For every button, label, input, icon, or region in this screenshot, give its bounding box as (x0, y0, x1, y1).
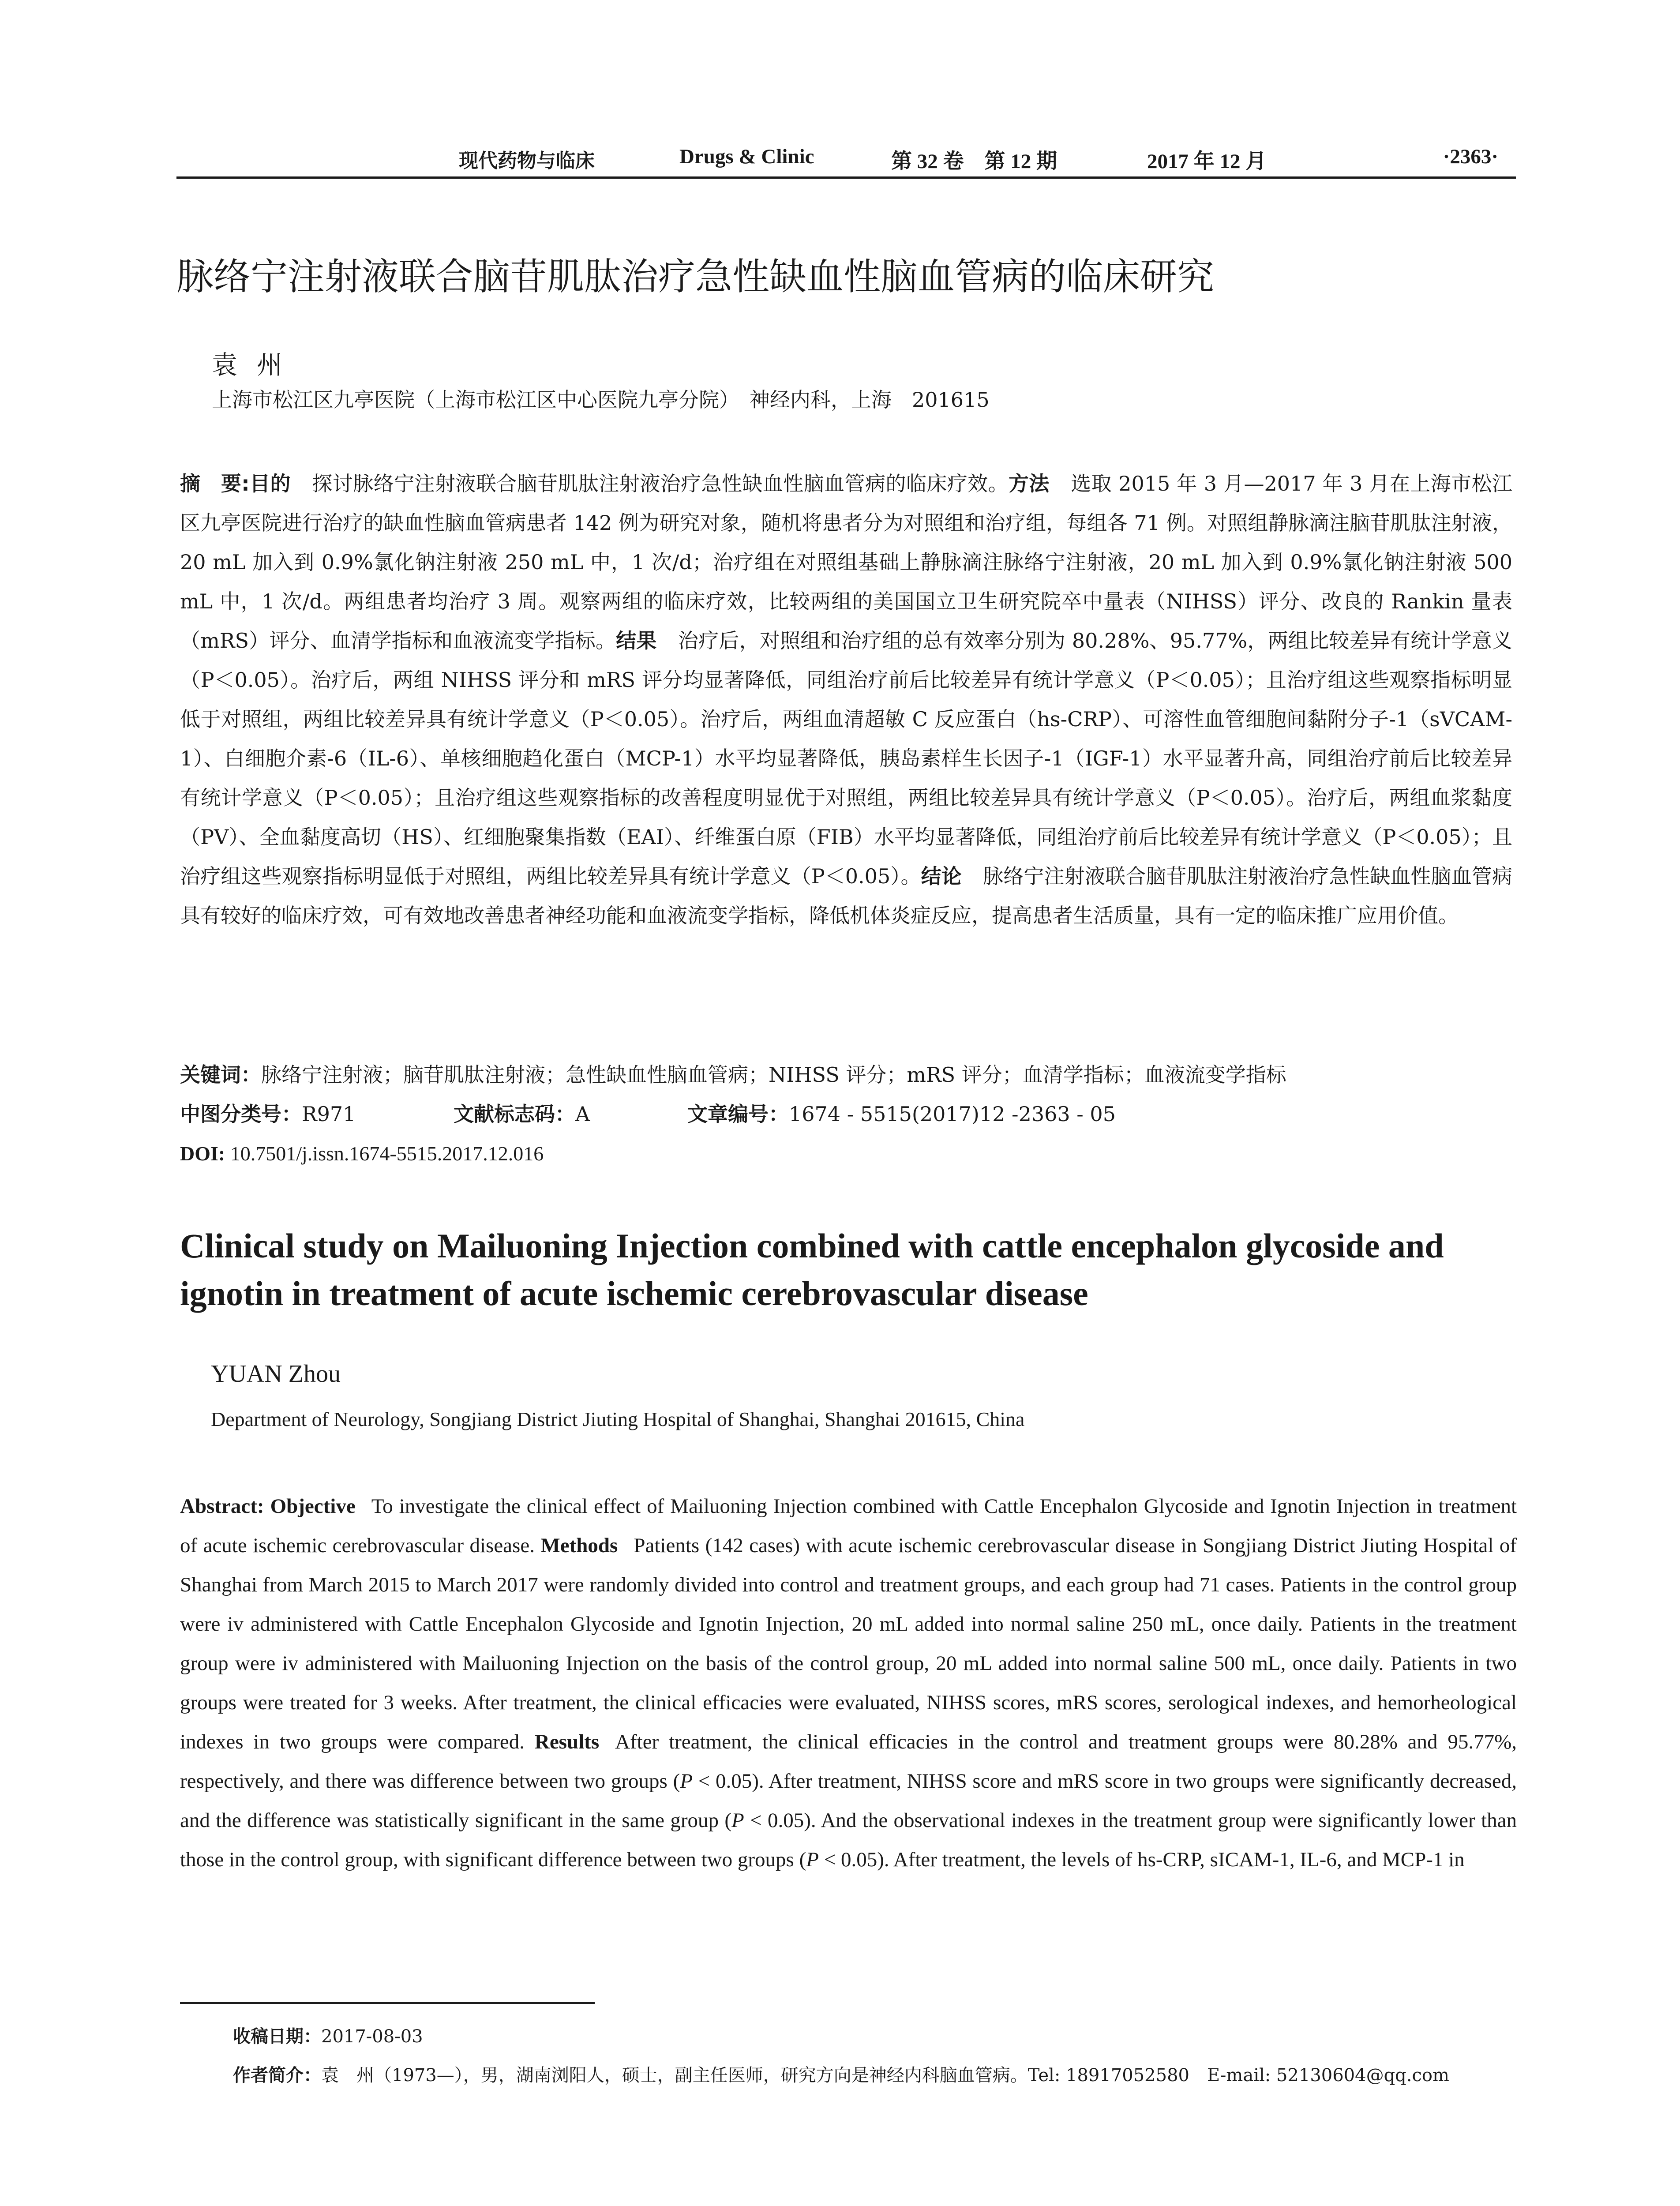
keywords-cn (180, 1055, 1512, 1095)
results-text-cn: 治疗后，对照组和治疗组的总有效率分别为 80.28%、95.77%，两组比较差异有统计学意义（P＜0.05）。治疗后，两组 NIHSS 评分和 mRS 评分均显著降低，同组治疗前后比较差异有统计学意义（P＜0.05）；且治疗组这些观察指标明显低于对照组，两组比较差异具有统计学意义（P＜0.05）。治疗后，两组血清超敏 C 反应蛋白（hs-CRP）、可溶性血管细胞间黏附分子-1（sVCAM-1）、白细胞介素-6（IL-6）、单核细胞趋化蛋白（MCP-1）水平均显著降低，胰岛素样生长因子-1（IGF-1）水平显著升高，同组治疗前后比较差异有统计学意义（P＜0.05）；且治疗组这些观察指标的改善程度明显优于对照组，两组比较差异具有统计学意义（P＜0.05）。治疗后，两组血浆黏度（PV）、全血黏度高切（HS）、红细胞聚集指数（EAI）、纤维蛋白原（FIB）水平均显著降低，同组治疗前后比较差异有统计学意义（P＜0.05）；且治疗组这些观察指标明显低于对照组，两组比较差异具有统计学意义（P＜0.05）。 (180, 629, 1513, 888)
doc-code-label: 文献标志码： (454, 1102, 575, 1126)
methods-text-en: Patients (142 cases) with acute ischemic cerebrovascular disease in Songjiang District Jiuting Hospital of Shanghai from March 2015 to March 2017 were randomly divided into control and treatment groups, and each group had 71 cases. Patients in the control group were iv administered with Cattle Encephalon Glycoside and Ignotin Injection, 20 mL added into normal saline 250 mL, once daily. Patients in the treatment group were iv administered with Mailuoning Injection on the basis of the control group, 20 mL added into normal saline 500 mL, once daily. Patients in two groups were treated for 3 weeks. After treatment, the clinical efficacies were evaluated, NIHSS scores, mRS scores, serological indexes, and hemorheological indexes in two groups were compared. (180, 1534, 1517, 1753)
bio-label: 作者简介： (233, 2065, 321, 2086)
doi-value: 10.7501/j.issn.1674-5515.2017.12.016 (230, 1142, 544, 1165)
page-number: ·2363· (1443, 145, 1498, 168)
methods-label-en: Methods (540, 1534, 618, 1557)
running-header (176, 141, 1516, 179)
article-id-field (687, 1095, 1116, 1134)
results-text-en: After treatment, the clinical efficacies in the control and treatment groups were 80.28% and 95.77%, respectively, and there was difference between two groups (P < 0.05). After treatment, NIHSS score and mRS score in two groups were significantly decreased, and the difference was statistically significant in the same group (P < 0.05). And the observational indexes in the treatment group were significantly lower than those in the control group, with significant difference between two groups (P < 0.05). After treatment, the levels of hs-CRP, sICAM-1, IL-6, and MCP-1 in (180, 1730, 1517, 1871)
received-date (233, 2017, 1521, 2056)
clc-label: 中图分类号： (180, 1102, 302, 1126)
keywords-label-cn: 关键词： (180, 1063, 261, 1087)
classification-line (180, 1095, 1116, 1134)
journal-name-cn: 现代药物与临床 (459, 150, 595, 172)
results-label-en: Results (534, 1730, 600, 1753)
conclusion-text-cn: 脉络宁注射液联合脑苷肌肽注射液治疗急性缺血性脑血管病具有较好的临床疗效，可有效地改善患者神经功能和血液流变学指标，降低机体炎症反应，提高患者生活质量，具有一定的临床推广应用价值。 (180, 864, 1513, 927)
received-value: 2017-08-03 (321, 2026, 423, 2047)
affiliation-en: Department of Neurology, Songjiang District Jiuting Hospital of Shanghai, Shanghai 201615, China (211, 1408, 1025, 1430)
objective-text-cn: 探讨脉络宁注射液联合脑苷肌肽注射液治疗急性缺血性脑血管病的临床疗效。 (311, 472, 1009, 495)
article-id-value: 1674 - 5515(2017)12 -2363 - 05 (789, 1102, 1116, 1126)
article-title-en: Clinical study on Mailuoning Injection combined with cattle encephalon glycoside and ignotin in treatment of acute ischemic cerebrovascular disease (180, 1227, 1444, 1313)
methods-label-cn: 方法 (1008, 472, 1050, 495)
keywords-text-cn: 脉络宁注射液；脑苷肌肽注射液；急性缺血性脑血管病；NIHSS 评分；mRS 评分；血清学指标；血液流变学指标 (261, 1063, 1286, 1087)
bio-value: 袁 州（1973—），男，湖南浏阳人，硕士，副主任医师，研究方向是神经内科脑血管病。Tel: 18917052580 E-mail: 52130604@qq.com (321, 2065, 1449, 2086)
issue-date: 2017 年 12 月 (1147, 150, 1267, 173)
doi-line (180, 1134, 544, 1173)
author-name-cn: 袁州 (212, 350, 302, 380)
clc-value: R971 (302, 1102, 356, 1126)
doi-label: DOI: (180, 1142, 225, 1165)
objective-label-en: Objective (270, 1495, 356, 1518)
footnotes (233, 2017, 1521, 2095)
clc-field (180, 1095, 454, 1134)
abstract-en (180, 1487, 1517, 1880)
author-name-en: YUAN Zhou (211, 1360, 341, 1388)
abstract-label-cn: 摘 要: (180, 472, 250, 495)
doc-code-value: A (575, 1102, 590, 1126)
doc-code-field (454, 1095, 687, 1134)
affiliation-cn: 上海市松江区九亭医院（上海市松江区中心医院九亭分院） 神经内科，上海 201615 (212, 388, 990, 412)
author-bio (233, 2056, 1521, 2095)
conclusion-label-cn: 结论 (921, 864, 962, 888)
objective-label-cn: 目的 (249, 472, 291, 495)
article-title-cn: 脉络宁注射液联合脑苷肌肽治疗急性缺血性脑血管病的临床研究 (176, 255, 1215, 298)
methods-text-cn: 选取 2015 年 3 月—2017 年 3 月在上海市松江区九亭医院进行治疗的缺血性脑血管病患者 142 例为研究对象，随机将患者分为对照组和治疗组，每组各 71 例。对照组静脉滴注脑苷肌肽注射液，20 mL 加入到 0.9%氯化钠注射液 250 mL 中，1 次/d；治疗组在对照组基础上静脉滴注脉络宁注射液，20 mL 加入到 0.9%氯化钠注射液 500 mL 中，1 次/d。两组患者均治疗 3 周。观察两组的临床疗效，比较两组的美国国立卫生研究院卒中量表（NIHSS）评分、改良的 Rankin 量表（mRS）评分、血清学指标和血液流变学指标。 (180, 472, 1513, 653)
journal-name-en: Drugs & Clinic (679, 145, 814, 168)
objective-text-en: To investigate the clinical effect of Mailuoning Injection combined with Cattle Encephalon Glycoside and Ignotin Injection in treatment of acute ischemic cerebrovascular disease. (180, 1495, 1517, 1557)
article-id-label: 文章编号： (687, 1102, 789, 1126)
results-label-cn: 结果 (616, 629, 657, 653)
abstract-cn (180, 464, 1512, 935)
volume-issue: 第 32 卷 第 12 期 (891, 150, 1057, 173)
received-label: 收稿日期： (233, 2026, 321, 2047)
footnote-rule (180, 2002, 595, 2004)
abstract-label-en: Abstract: (180, 1495, 264, 1518)
